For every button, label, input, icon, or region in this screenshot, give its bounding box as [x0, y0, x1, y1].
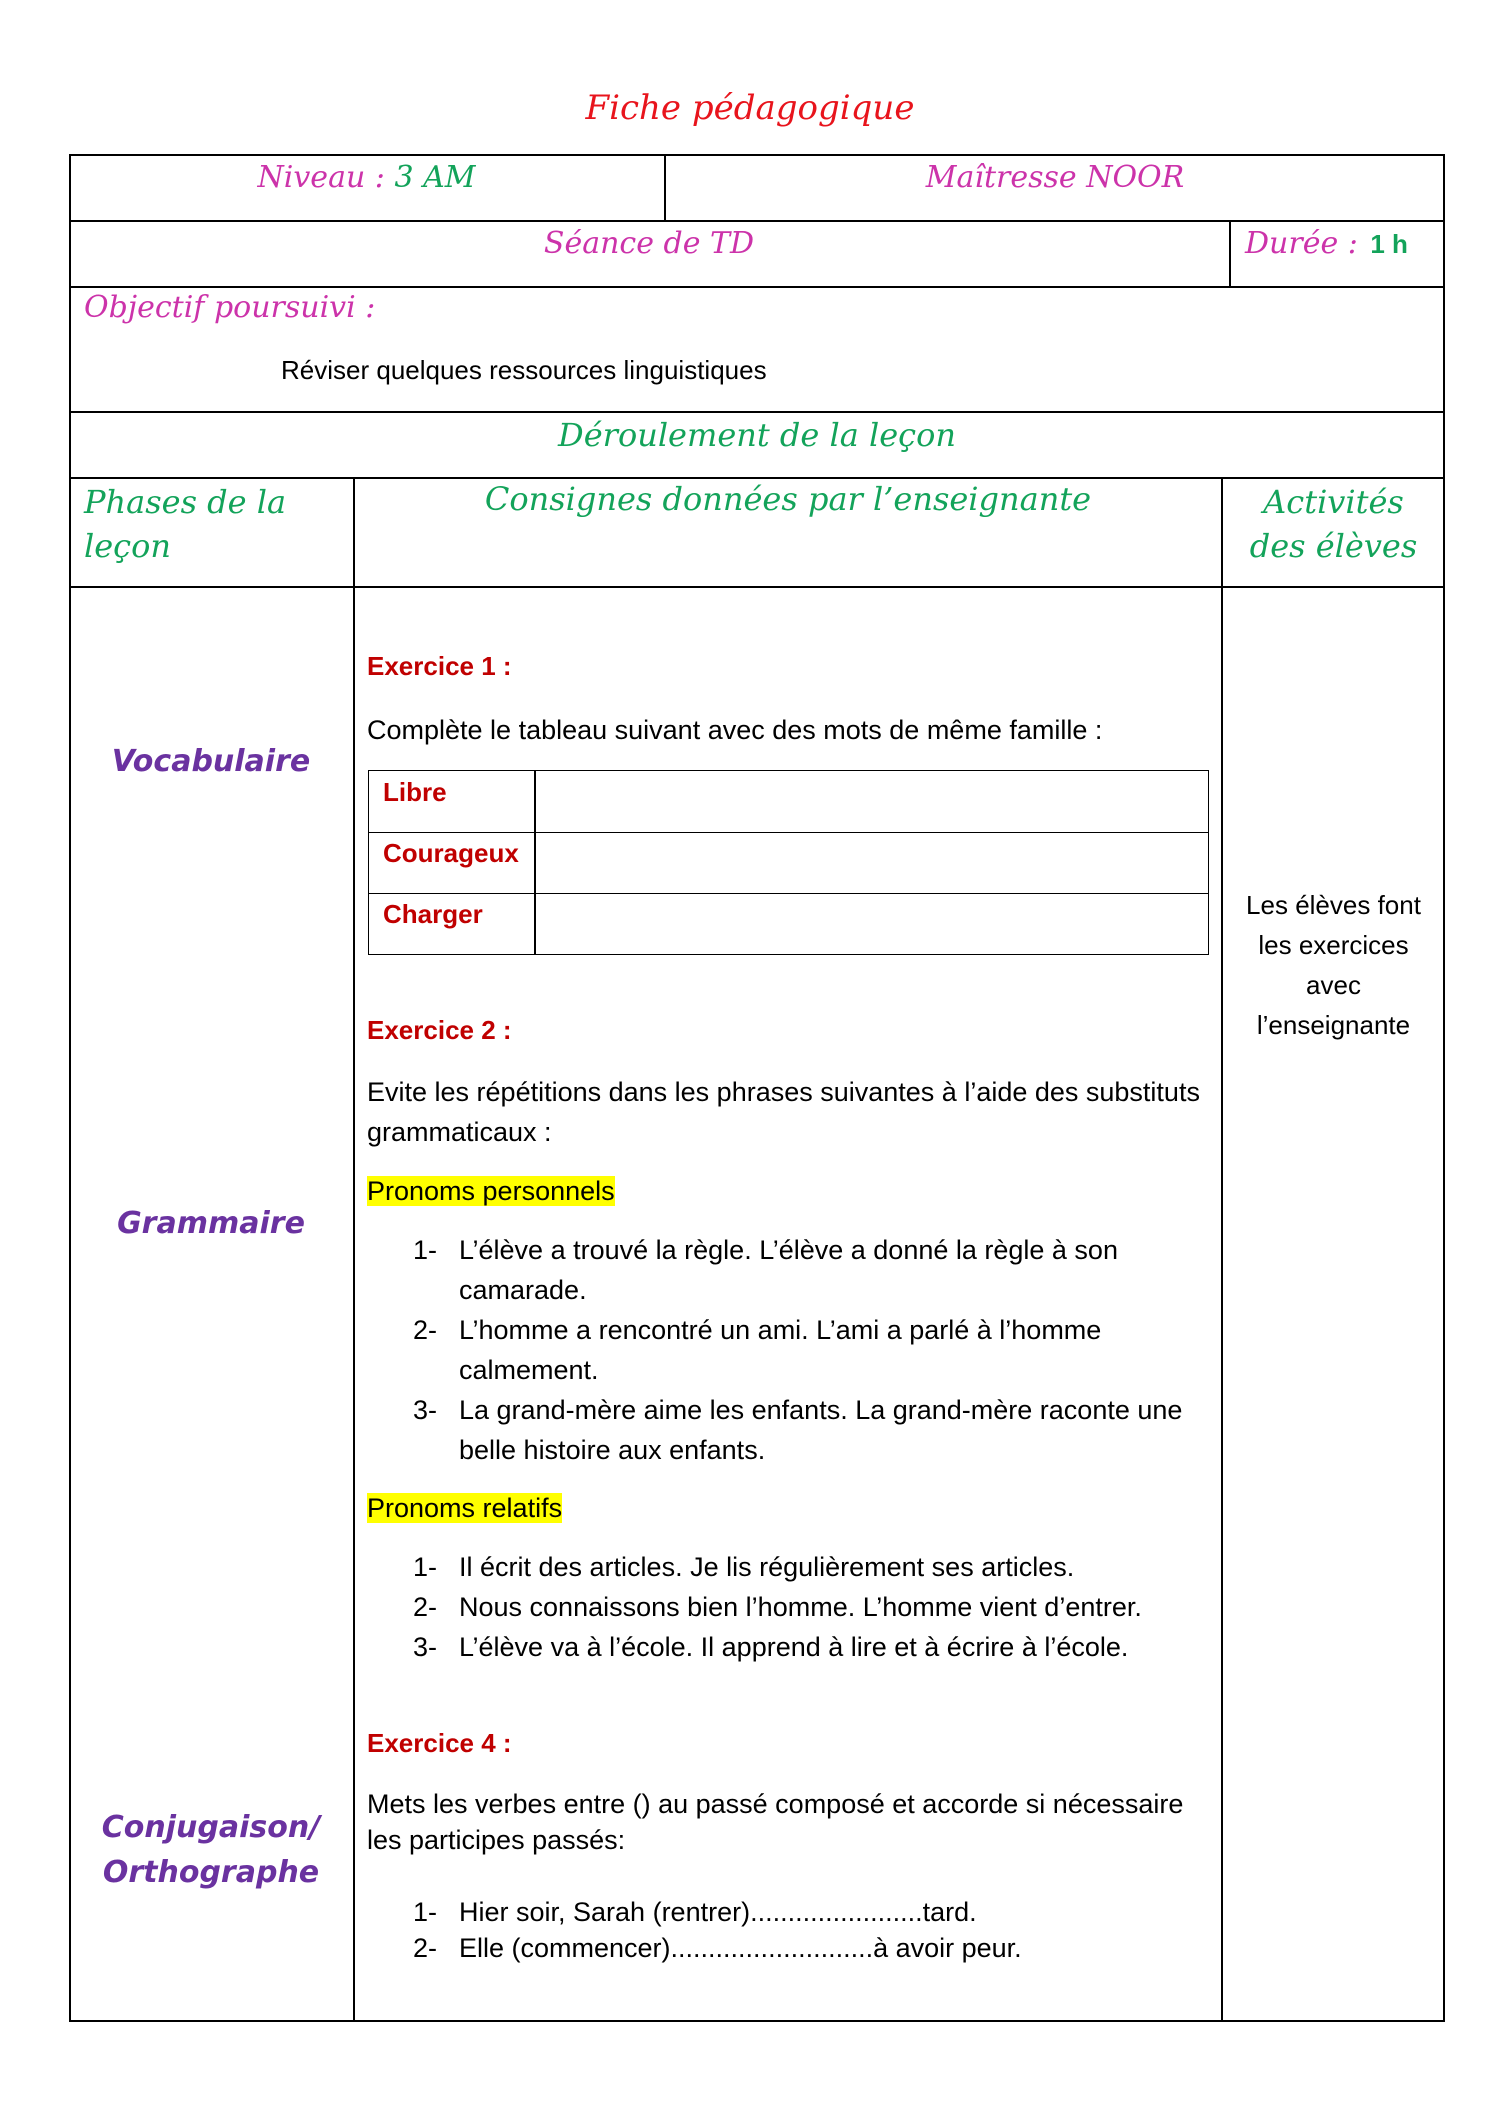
column-divider	[353, 478, 355, 2022]
list-item: 2- L’homme a rencontré un ami. L’ami a parlé à l’homme calmement.	[413, 1315, 1102, 1385]
divider	[1229, 221, 1231, 287]
divider	[69, 286, 1445, 288]
pronoms-relatifs-list	[367, 1547, 1227, 1667]
divider	[69, 411, 1445, 413]
seance-title: Séance de TD	[543, 226, 755, 261]
column-header-activites: Activités des élèves	[1249, 483, 1418, 565]
row-label: Courageux	[383, 838, 519, 868]
exercice-4-title: Exercice 4 :	[367, 1728, 512, 1758]
duree-label: Durée :	[1245, 226, 1358, 261]
duree-cell	[1245, 226, 1408, 261]
niveau-value: 3 AM	[394, 160, 476, 195]
phase-grammaire: Grammaire	[117, 1206, 305, 1241]
duree-value: 1 h	[1370, 229, 1408, 259]
niveau-cell	[69, 160, 664, 195]
list-item: 3- L’élève va à l’école. Il apprend à lire et à écrire à l’école.	[413, 1632, 1129, 1662]
divider	[69, 477, 1445, 479]
deroulement-title: Déroulement de la leçon	[558, 416, 956, 454]
table-row	[369, 893, 1208, 954]
table-row	[369, 771, 1208, 833]
column-header-phases: Phases de la leçon	[84, 483, 287, 565]
activites-eleves-text: Les élèves font les exercices avec l’enseignante	[1246, 890, 1421, 1040]
document-title: Fiche pédagogique	[585, 88, 915, 128]
exercice-1-title: Exercice 1 :	[367, 651, 512, 681]
table-row	[369, 832, 1208, 894]
phase-vocabulaire: Vocabulaire	[111, 744, 311, 779]
divider	[69, 220, 1445, 222]
list-item: 1- L’élève a trouvé la règle. L’élève a donné la règle à son camarade.	[413, 1235, 1118, 1305]
word-family-table	[368, 770, 1209, 955]
row-label: Charger	[383, 899, 483, 929]
niveau-label: Niveau :	[257, 160, 385, 195]
exercice-2-instruction: Evite les répétitions dans les phrases suivantes à l’aide des substituts grammaticaux :	[367, 1077, 1200, 1147]
exercice-4-instruction: Mets les verbes entre () au passé composé et accorde si nécessaire les participes passés:	[367, 1789, 1184, 1855]
list-item: 3- La grand-mère aime les enfants. La grand-mère raconte une belle histoire aux enfants.	[413, 1395, 1183, 1465]
pronoms-relatifs-heading: Pronoms relatifs	[367, 1493, 563, 1523]
objectif-value: Réviser quelques ressources linguistiques	[281, 355, 767, 385]
objectif-label: Objectif poursuivi :	[84, 290, 376, 325]
passe-compose-list	[367, 1894, 1227, 1966]
list-item: 2- Elle (commencer)...........................à avoir peur.	[413, 1933, 1022, 1963]
row-label: Libre	[383, 777, 447, 807]
exercice-1-instruction: Complète le tableau suivant avec des mots de même famille :	[367, 715, 1103, 745]
phase-conjugaison-orthographe: Conjugaison/ Orthographe	[101, 1810, 321, 1890]
pronoms-personnels-heading: Pronoms personnels	[367, 1176, 615, 1206]
list-item: 1- Il écrit des articles. Je lis régulièrement ses articles.	[413, 1552, 1075, 1582]
pronoms-personnels-list	[367, 1230, 1227, 1470]
column-header-consignes: Consignes données par l’enseignante	[484, 480, 1092, 518]
teacher-name: Maîtresse NOOR	[925, 160, 1185, 195]
divider	[69, 586, 1445, 588]
list-item: 1- Hier soir, Sarah (rentrer).......................tard.	[413, 1897, 977, 1927]
list-item: 2- Nous connaissons bien l’homme. L’homme vient d’entrer.	[413, 1592, 1142, 1622]
exercice-2-title: Exercice 2 :	[367, 1015, 512, 1045]
